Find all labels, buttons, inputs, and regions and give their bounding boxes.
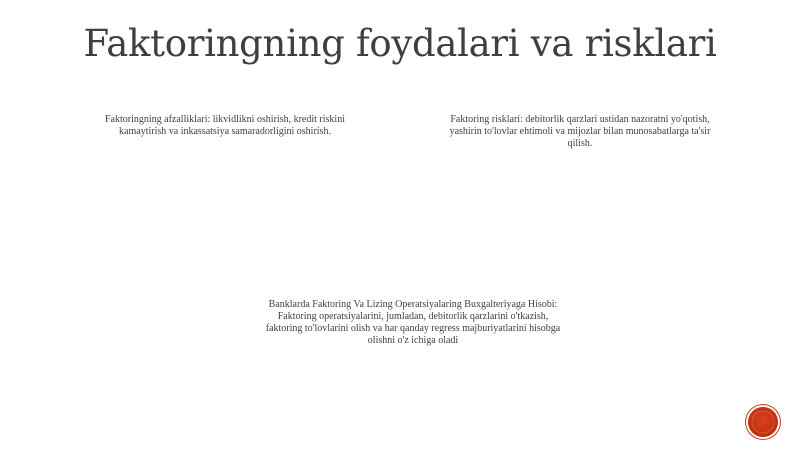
slide-title: Faktoringning foydalari va risklari: [83, 22, 717, 65]
accounting-line: olishni o'z ichiga oladi: [367, 335, 459, 346]
risks-text: [415, 114, 745, 150]
advantages-line: Faktoringning afzalliklari: likvidlikni oshirish, kredit riskini: [105, 114, 345, 125]
accounting-line: Banklarda Faktoring Va Lizing Operatsiyalaring Buxgalteriyaga Hisobi:: [268, 299, 558, 310]
accounting-text: [228, 299, 598, 347]
advantages-line: kamaytirish va inkassatsiya samaradorligini oshirish.: [119, 126, 331, 137]
risks-line: qilish.: [567, 138, 593, 149]
accounting-line: Faktoring operatsiyalarini, jumladan, debitorlik qarzlarini o'tkazish,: [277, 311, 549, 322]
advantages-text: [75, 114, 375, 138]
slide-nav-button[interactable]: [748, 407, 778, 437]
risks-line: yashirin to'lovlar ehtimoli va mijozlar bilan munosabatlarga ta'sir: [449, 126, 711, 137]
circle-nav-icon: [748, 407, 778, 437]
risks-line: Faktoring risklari: debitorlik qarzlari ustidan nazoratni yo'qotish,: [450, 114, 710, 125]
accounting-line: faktoring to'lovlarini olish va har qanday regress majburiyatlarini hisobga: [265, 323, 561, 334]
